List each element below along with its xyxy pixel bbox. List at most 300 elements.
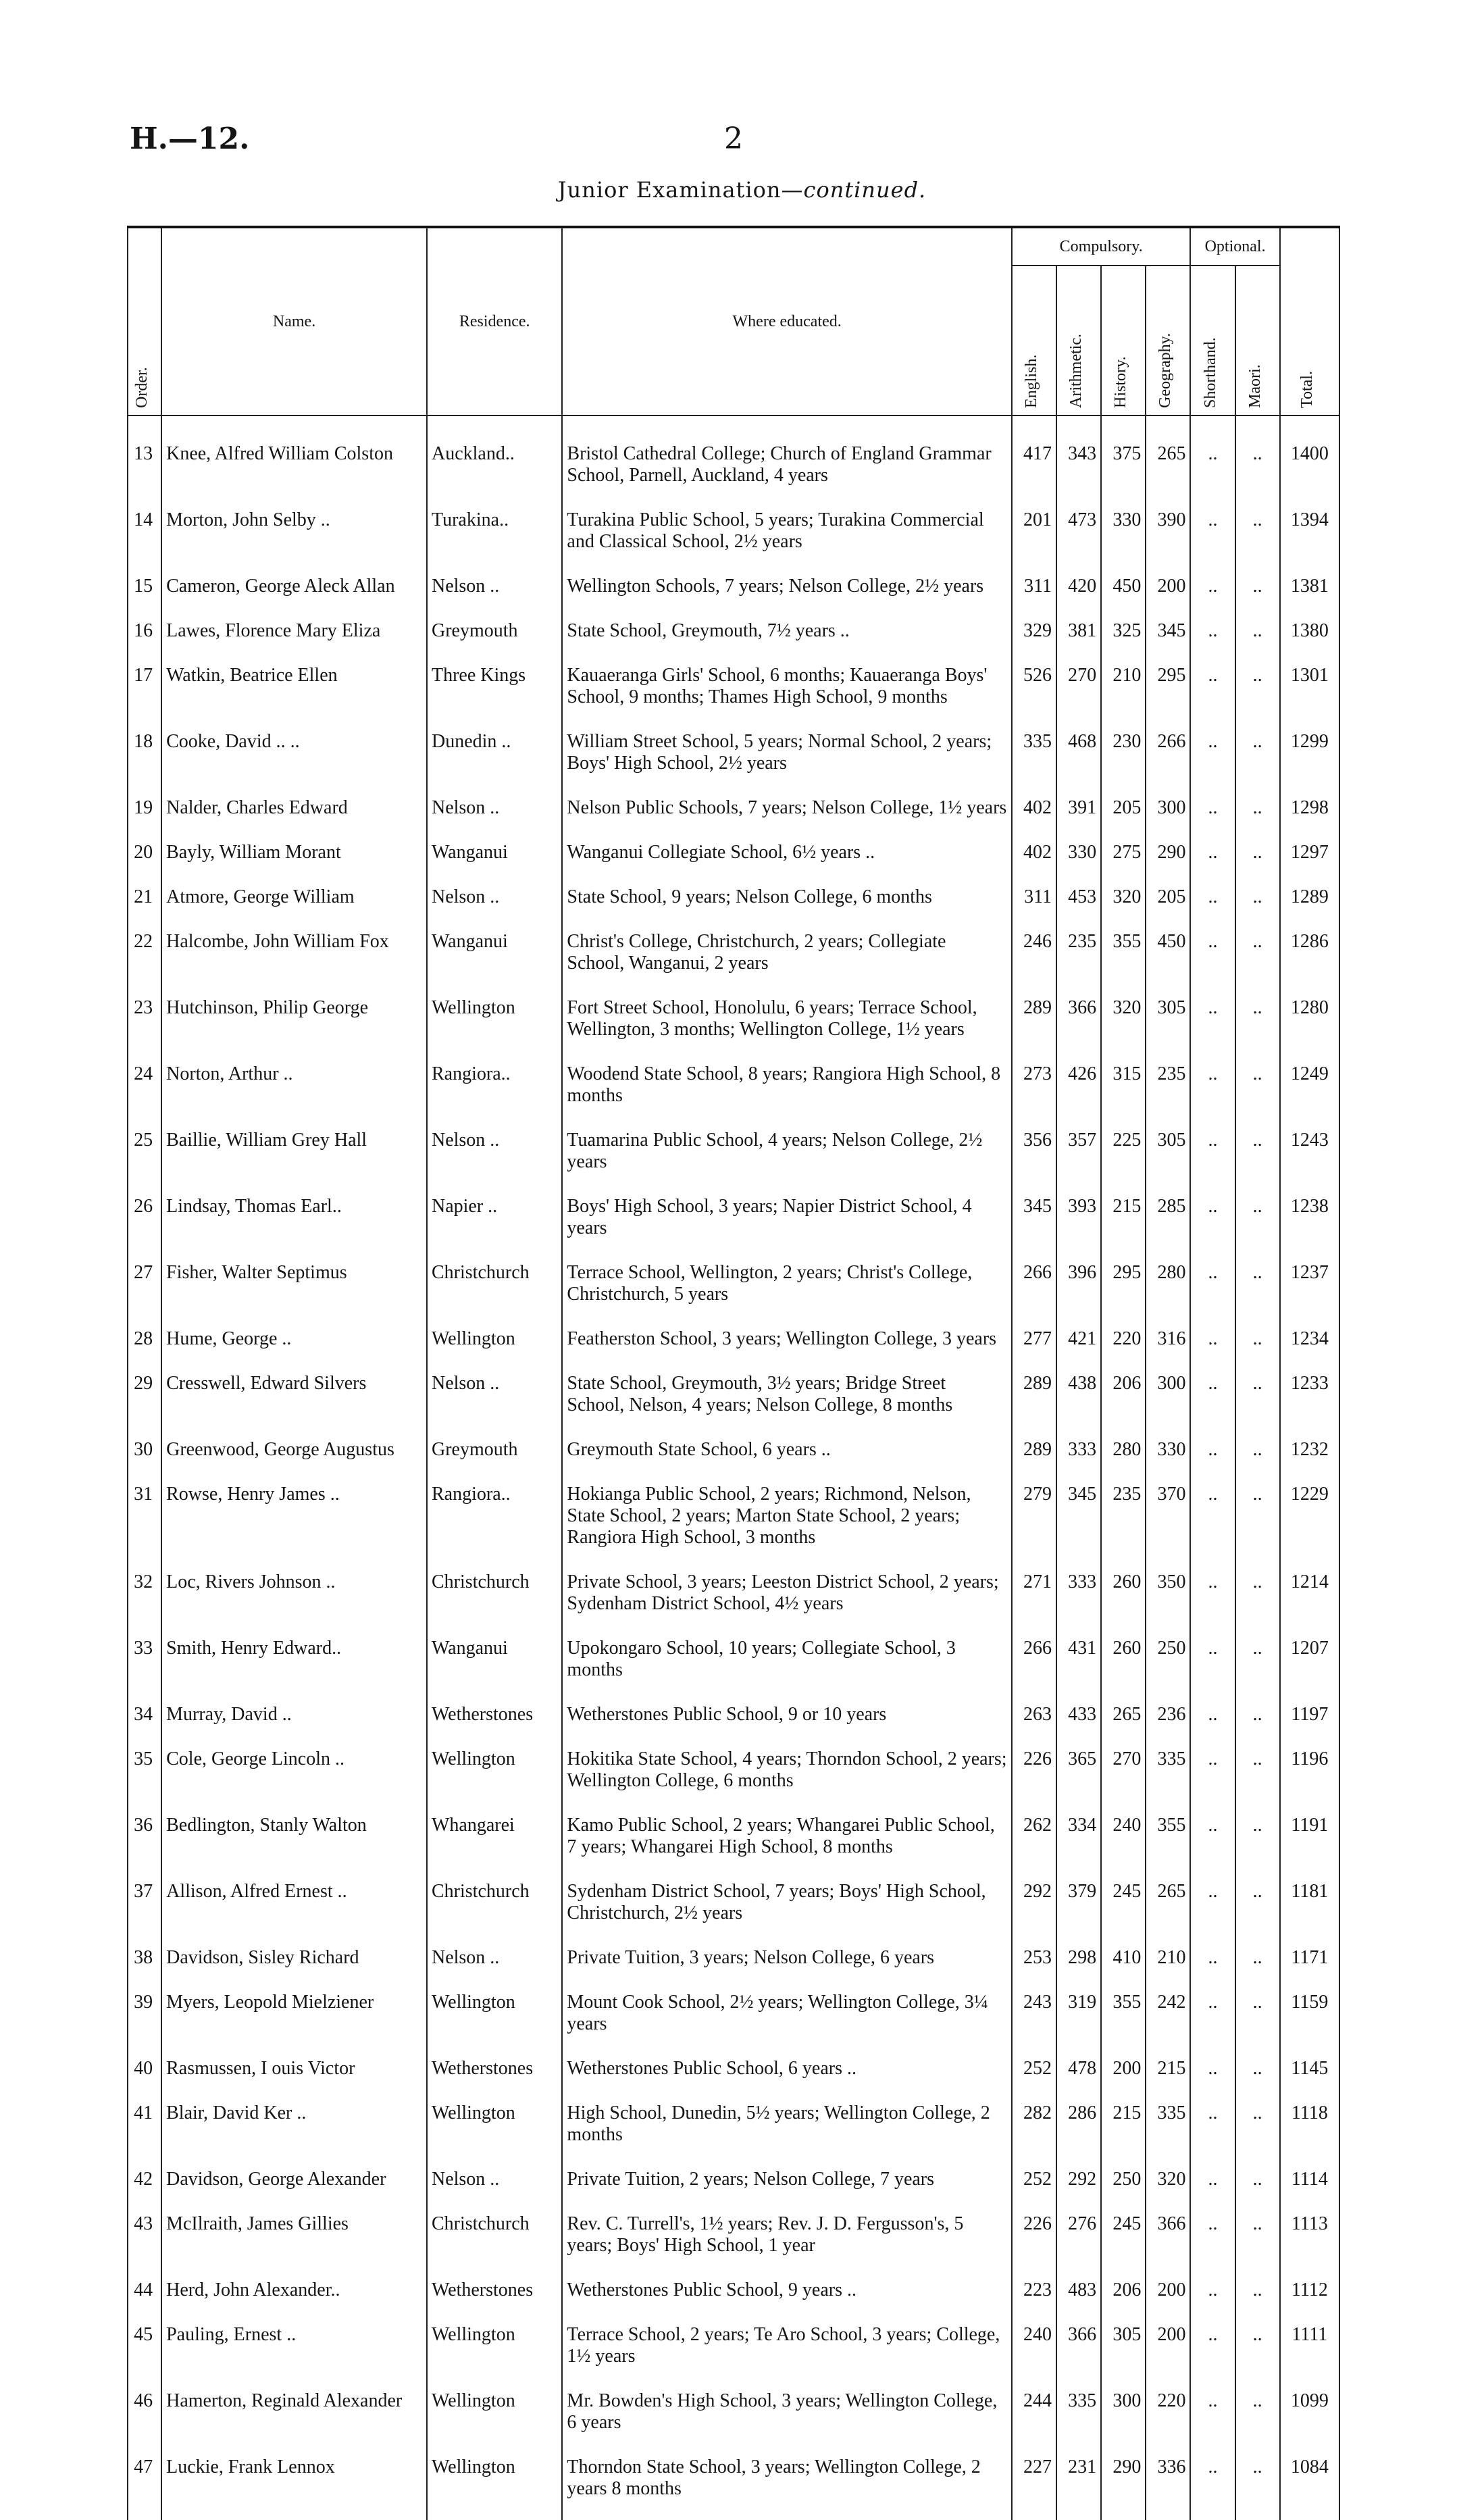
cell-total: 1298 bbox=[1280, 795, 1339, 839]
cell-history: 275 bbox=[1101, 839, 1146, 884]
cell-arithmetic: 333 bbox=[1056, 1436, 1101, 1481]
cell-total: 1297 bbox=[1280, 839, 1339, 884]
cell-residence: Auckland.. bbox=[427, 415, 562, 507]
cell-geography: 370 bbox=[1146, 1481, 1190, 1569]
header-arithmetic: Arithmetic. bbox=[1056, 266, 1101, 415]
cell-order: 27 bbox=[128, 1259, 161, 1326]
cell-where: Mount Cook School, 2½ years; Wellington College, 3¼ years bbox=[562, 1989, 1011, 2055]
table-row bbox=[128, 2454, 1339, 2520]
table-row bbox=[128, 2321, 1339, 2388]
cell-arithmetic: 345 bbox=[1056, 1481, 1101, 1569]
header-history: History. bbox=[1101, 266, 1146, 415]
cell-maori: .. bbox=[1235, 1878, 1280, 1944]
cell-residence: Nelson .. bbox=[427, 795, 562, 839]
cell-residence: Turakina.. bbox=[427, 507, 562, 573]
cell-total: 1207 bbox=[1280, 1635, 1339, 1701]
cell-english: 417 bbox=[1012, 415, 1056, 507]
cell-residence: Wetherstones bbox=[427, 2055, 562, 2100]
cell-shorthand: .. bbox=[1190, 1127, 1235, 1193]
cell-order: 15 bbox=[128, 573, 161, 618]
cell-residence: Wellington bbox=[427, 1746, 562, 1812]
cell-order: 19 bbox=[128, 795, 161, 839]
cell-name: Bedlington, Stanly Walton bbox=[161, 1812, 427, 1878]
cell-maori: .. bbox=[1235, 2321, 1280, 2388]
cell-maori: .. bbox=[1235, 2100, 1280, 2166]
cell-english: 240 bbox=[1012, 2321, 1056, 2388]
cell-shorthand: .. bbox=[1190, 2321, 1235, 2388]
table-row bbox=[128, 618, 1339, 662]
cell-order: 13 bbox=[128, 415, 161, 507]
cell-geography: 265 bbox=[1146, 415, 1190, 507]
cell-maori: .. bbox=[1235, 1326, 1280, 1370]
cell-geography: 242 bbox=[1146, 1989, 1190, 2055]
cell-history: 315 bbox=[1101, 1061, 1146, 1127]
cell-arithmetic: 453 bbox=[1056, 884, 1101, 928]
cell-maori: .. bbox=[1235, 1436, 1280, 1481]
cell-where: Wetherstones Public School, 9 years .. bbox=[562, 2277, 1011, 2321]
cell-english: 402 bbox=[1012, 839, 1056, 884]
header-where-educated: Where educated. bbox=[562, 227, 1011, 415]
cell-arithmetic: 431 bbox=[1056, 1635, 1101, 1701]
cell-history: 245 bbox=[1101, 1878, 1146, 1944]
cell-total: 1229 bbox=[1280, 1481, 1339, 1569]
cell-residence: Three Kings bbox=[427, 662, 562, 728]
cell-history: 290 bbox=[1101, 2454, 1146, 2520]
cell-geography: 336 bbox=[1146, 2454, 1190, 2520]
cell-geography: 300 bbox=[1146, 795, 1190, 839]
cell-name: Norton, Arthur .. bbox=[161, 1061, 427, 1127]
cell-name: Knee, Alfred William Colston bbox=[161, 415, 427, 507]
cell-order: 24 bbox=[128, 1061, 161, 1127]
cell-name: Hamerton, Reginald Alexander bbox=[161, 2388, 427, 2454]
cell-geography: 235 bbox=[1146, 1061, 1190, 1127]
cell-residence: Christchurch bbox=[427, 1569, 562, 1635]
cell-maori: .. bbox=[1235, 1944, 1280, 1989]
cell-shorthand: .. bbox=[1190, 1701, 1235, 1746]
cell-name: Cooke, David .. .. bbox=[161, 728, 427, 795]
cell-history: 200 bbox=[1101, 2055, 1146, 2100]
cell-geography: 305 bbox=[1146, 994, 1190, 1061]
cell-where: Nelson Public Schools, 7 years; Nelson College, 1½ years bbox=[562, 795, 1011, 839]
cell-geography: 265 bbox=[1146, 1878, 1190, 1944]
title-main: Junior Examination— bbox=[557, 177, 804, 203]
cell-name: Fisher, Walter Septimus bbox=[161, 1259, 427, 1326]
cell-total: 1159 bbox=[1280, 1989, 1339, 2055]
cell-name: Bayly, William Morant bbox=[161, 839, 427, 884]
cell-english: 201 bbox=[1012, 507, 1056, 573]
cell-total: 1237 bbox=[1280, 1259, 1339, 1326]
cell-residence: Rangiora.. bbox=[427, 1061, 562, 1127]
header-maori: Maori. bbox=[1235, 266, 1280, 415]
cell-name: Myers, Leopold Mielziener bbox=[161, 1989, 427, 2055]
cell-english: 273 bbox=[1012, 1061, 1056, 1127]
cell-english: 263 bbox=[1012, 1701, 1056, 1746]
cell-total: 1301 bbox=[1280, 662, 1339, 728]
cell-name: Watkin, Beatrice Ellen bbox=[161, 662, 427, 728]
cell-total: 1114 bbox=[1280, 2166, 1339, 2211]
cell-shorthand: .. bbox=[1190, 1812, 1235, 1878]
cell-name: Rowse, Henry James .. bbox=[161, 1481, 427, 1569]
header-shorthand: Shorthand. bbox=[1190, 266, 1235, 415]
cell-name: Atmore, George William bbox=[161, 884, 427, 928]
table-row bbox=[128, 1746, 1339, 1812]
cell-geography: 335 bbox=[1146, 1746, 1190, 1812]
cell-arithmetic: 478 bbox=[1056, 2055, 1101, 2100]
cell-maori: .. bbox=[1235, 2388, 1280, 2454]
cell-order: 29 bbox=[128, 1370, 161, 1436]
cell-english: 277 bbox=[1012, 1326, 1056, 1370]
cell-where: High School, Dunedin, 5½ years; Wellington College, 2 months bbox=[562, 2100, 1011, 2166]
cell-arithmetic: 438 bbox=[1056, 1370, 1101, 1436]
cell-maori: .. bbox=[1235, 928, 1280, 994]
cell-history: 330 bbox=[1101, 507, 1146, 573]
table-row bbox=[128, 415, 1339, 507]
cell-order: 33 bbox=[128, 1635, 161, 1701]
cell-history: 375 bbox=[1101, 415, 1146, 507]
table-row bbox=[128, 2277, 1339, 2321]
cell-maori: .. bbox=[1235, 884, 1280, 928]
cell-arithmetic: 366 bbox=[1056, 2321, 1101, 2388]
cell-geography: 316 bbox=[1146, 1326, 1190, 1370]
cell-english: 266 bbox=[1012, 1635, 1056, 1701]
cell-history: 250 bbox=[1101, 2166, 1146, 2211]
header-geography: Geography. bbox=[1146, 266, 1190, 415]
cell-total: 1234 bbox=[1280, 1326, 1339, 1370]
cell-order: 26 bbox=[128, 1193, 161, 1259]
cell-shorthand: .. bbox=[1190, 2211, 1235, 2277]
cell-total: 1249 bbox=[1280, 1061, 1339, 1127]
cell-arithmetic: 319 bbox=[1056, 1989, 1101, 2055]
cell-order: 39 bbox=[128, 1989, 161, 2055]
cell-residence: Nelson .. bbox=[427, 1944, 562, 1989]
cell-arithmetic: 286 bbox=[1056, 2100, 1101, 2166]
cell-shorthand: .. bbox=[1190, 2388, 1235, 2454]
cell-name: Murray, David .. bbox=[161, 1701, 427, 1746]
cell-total: 1280 bbox=[1280, 994, 1339, 1061]
cell-english: 289 bbox=[1012, 1436, 1056, 1481]
cell-name: Cresswell, Edward Silvers bbox=[161, 1370, 427, 1436]
cell-history: 205 bbox=[1101, 795, 1146, 839]
cell-total: 1286 bbox=[1280, 928, 1339, 994]
cell-order: 25 bbox=[128, 1127, 161, 1193]
table-row bbox=[128, 1701, 1339, 1746]
cell-order: 36 bbox=[128, 1812, 161, 1878]
cell-total: 1289 bbox=[1280, 884, 1339, 928]
table-row bbox=[128, 1436, 1339, 1481]
cell-history: 355 bbox=[1101, 928, 1146, 994]
page-title bbox=[0, 177, 1484, 203]
cell-arithmetic: 335 bbox=[1056, 2388, 1101, 2454]
table-row bbox=[128, 1635, 1339, 1701]
cell-maori: .. bbox=[1235, 662, 1280, 728]
cell-total: 1118 bbox=[1280, 2100, 1339, 2166]
cell-residence: Wanganui bbox=[427, 928, 562, 994]
cell-where: Featherston School, 3 years; Wellington College, 3 years bbox=[562, 1326, 1011, 1370]
cell-order: 41 bbox=[128, 2100, 161, 2166]
cell-order: 34 bbox=[128, 1701, 161, 1746]
cell-where: Boys' High School, 3 years; Napier District School, 4 years bbox=[562, 1193, 1011, 1259]
cell-maori: .. bbox=[1235, 1127, 1280, 1193]
cell-order: 18 bbox=[128, 728, 161, 795]
cell-where: Turakina Public School, 5 years; Turakina Commercial and Classical School, 2½ years bbox=[562, 507, 1011, 573]
cell-order: 46 bbox=[128, 2388, 161, 2454]
cell-where: Wetherstones Public School, 6 years .. bbox=[562, 2055, 1011, 2100]
cell-where: Terrace School, 2 years; Te Aro School, 3 years; College, 1½ years bbox=[562, 2321, 1011, 2388]
cell-where: Upokongaro School, 10 years; Collegiate School, 3 months bbox=[562, 1635, 1011, 1701]
cell-residence: Greymouth bbox=[427, 1436, 562, 1481]
cell-where: Tuamarina Public School, 4 years; Nelson College, 2½ years bbox=[562, 1127, 1011, 1193]
cell-geography: 285 bbox=[1146, 1193, 1190, 1259]
cell-residence: Nelson .. bbox=[427, 884, 562, 928]
cell-where: Christ's College, Christchurch, 2 years; Collegiate School, Wanganui, 2 years bbox=[562, 928, 1011, 994]
table-row bbox=[128, 1989, 1339, 2055]
cell-english: 227 bbox=[1012, 2454, 1056, 2520]
header-english: English. bbox=[1012, 266, 1056, 415]
cell-where: State School, Greymouth, 3½ years; Bridge Street School, Nelson, 4 years; Nelson College, 8 months bbox=[562, 1370, 1011, 1436]
table-row bbox=[128, 1259, 1339, 1326]
cell-maori: .. bbox=[1235, 839, 1280, 884]
cell-arithmetic: 483 bbox=[1056, 2277, 1101, 2321]
cell-order: 20 bbox=[128, 839, 161, 884]
cell-english: 402 bbox=[1012, 795, 1056, 839]
table-row bbox=[128, 1326, 1339, 1370]
cell-english: 226 bbox=[1012, 1746, 1056, 1812]
cell-english: 253 bbox=[1012, 1944, 1056, 1989]
cell-maori: .. bbox=[1235, 1701, 1280, 1746]
cell-english: 292 bbox=[1012, 1878, 1056, 1944]
cell-geography: 300 bbox=[1146, 1370, 1190, 1436]
cell-arithmetic: 433 bbox=[1056, 1701, 1101, 1746]
cell-geography: 290 bbox=[1146, 839, 1190, 884]
cell-order: 44 bbox=[128, 2277, 161, 2321]
cell-where: Woodend State School, 8 years; Rangiora High School, 8 months bbox=[562, 1061, 1011, 1127]
cell-geography: 236 bbox=[1146, 1701, 1190, 1746]
title-continued: continued. bbox=[803, 177, 927, 203]
cell-total: 1145 bbox=[1280, 2055, 1339, 2100]
cell-maori: .. bbox=[1235, 1569, 1280, 1635]
cell-geography: 210 bbox=[1146, 1944, 1190, 1989]
cell-where: Wanganui Collegiate School, 6½ years .. bbox=[562, 839, 1011, 884]
cell-where: Greymouth State School, 6 years .. bbox=[562, 1436, 1011, 1481]
cell-shorthand: .. bbox=[1190, 2277, 1235, 2321]
cell-shorthand: .. bbox=[1190, 1635, 1235, 1701]
cell-maori: .. bbox=[1235, 2454, 1280, 2520]
cell-total: 1111 bbox=[1280, 2321, 1339, 2388]
cell-geography: 390 bbox=[1146, 507, 1190, 573]
cell-where: Private School, 3 years; Leeston District School, 2 years; Sydenham District School, 4½ years bbox=[562, 1569, 1011, 1635]
table-row bbox=[128, 1481, 1339, 1569]
cell-name: Cole, George Lincoln .. bbox=[161, 1746, 427, 1812]
table-row bbox=[128, 662, 1339, 728]
table-row bbox=[128, 795, 1339, 839]
cell-name: Halcombe, John William Fox bbox=[161, 928, 427, 994]
cell-order: 37 bbox=[128, 1878, 161, 1944]
cell-arithmetic: 468 bbox=[1056, 728, 1101, 795]
cell-arithmetic: 396 bbox=[1056, 1259, 1101, 1326]
cell-maori: .. bbox=[1235, 2211, 1280, 2277]
cell-history: 280 bbox=[1101, 1436, 1146, 1481]
table-row bbox=[128, 884, 1339, 928]
cell-total: 1084 bbox=[1280, 2454, 1339, 2520]
cell-geography: 450 bbox=[1146, 928, 1190, 994]
cell-geography: 350 bbox=[1146, 1569, 1190, 1635]
cell-total: 1113 bbox=[1280, 2211, 1339, 2277]
cell-history: 325 bbox=[1101, 618, 1146, 662]
cell-english: 223 bbox=[1012, 2277, 1056, 2321]
cell-total: 1400 bbox=[1280, 415, 1339, 507]
cell-history: 206 bbox=[1101, 1370, 1146, 1436]
cell-shorthand: .. bbox=[1190, 1569, 1235, 1635]
cell-name: Luckie, Frank Lennox bbox=[161, 2454, 427, 2520]
cell-history: 230 bbox=[1101, 728, 1146, 795]
cell-total: 1381 bbox=[1280, 573, 1339, 618]
cell-name: Rasmussen, I ouis Victor bbox=[161, 2055, 427, 2100]
page-number: 2 bbox=[724, 122, 743, 156]
cell-shorthand: .. bbox=[1190, 1259, 1235, 1326]
cell-english: 311 bbox=[1012, 573, 1056, 618]
cell-total: 1112 bbox=[1280, 2277, 1339, 2321]
cell-total: 1197 bbox=[1280, 1701, 1339, 1746]
cell-name: Davidson, George Alexander bbox=[161, 2166, 427, 2211]
cell-maori: .. bbox=[1235, 728, 1280, 795]
cell-shorthand: .. bbox=[1190, 1370, 1235, 1436]
cell-residence: Wanganui bbox=[427, 839, 562, 884]
cell-shorthand: .. bbox=[1190, 2055, 1235, 2100]
cell-name: Hume, George .. bbox=[161, 1326, 427, 1370]
cell-maori: .. bbox=[1235, 795, 1280, 839]
cell-residence: Dunedin .. bbox=[427, 728, 562, 795]
cell-english: 244 bbox=[1012, 2388, 1056, 2454]
cell-arithmetic: 343 bbox=[1056, 415, 1101, 507]
cell-shorthand: .. bbox=[1190, 2100, 1235, 2166]
cell-order: 16 bbox=[128, 618, 161, 662]
cell-english: 526 bbox=[1012, 662, 1056, 728]
cell-total: 1232 bbox=[1280, 1436, 1339, 1481]
cell-english: 279 bbox=[1012, 1481, 1056, 1569]
cell-total: 1233 bbox=[1280, 1370, 1339, 1436]
cell-order: 40 bbox=[128, 2055, 161, 2100]
cell-order: 42 bbox=[128, 2166, 161, 2211]
cell-shorthand: .. bbox=[1190, 728, 1235, 795]
cell-residence: Nelson .. bbox=[427, 2166, 562, 2211]
cell-residence: Wellington bbox=[427, 2321, 562, 2388]
cell-history: 215 bbox=[1101, 2100, 1146, 2166]
cell-name: Smith, Henry Edward.. bbox=[161, 1635, 427, 1701]
table-row bbox=[128, 2100, 1339, 2166]
header-order: Order. bbox=[128, 227, 161, 415]
cell-residence: Whangarei bbox=[427, 1812, 562, 1878]
results-table bbox=[127, 226, 1340, 2520]
cell-total: 1171 bbox=[1280, 1944, 1339, 1989]
cell-name: Baillie, William Grey Hall bbox=[161, 1127, 427, 1193]
cell-residence: Wellington bbox=[427, 2388, 562, 2454]
table-row bbox=[128, 2388, 1339, 2454]
table-row bbox=[128, 928, 1339, 994]
table-row bbox=[128, 728, 1339, 795]
cell-maori: .. bbox=[1235, 618, 1280, 662]
cell-shorthand: .. bbox=[1190, 839, 1235, 884]
cell-total: 1196 bbox=[1280, 1746, 1339, 1812]
cell-residence: Wellington bbox=[427, 994, 562, 1061]
cell-shorthand: .. bbox=[1190, 1989, 1235, 2055]
cell-arithmetic: 330 bbox=[1056, 839, 1101, 884]
cell-english: 329 bbox=[1012, 618, 1056, 662]
cell-arithmetic: 391 bbox=[1056, 795, 1101, 839]
cell-shorthand: .. bbox=[1190, 1061, 1235, 1127]
cell-arithmetic: 366 bbox=[1056, 994, 1101, 1061]
cell-shorthand: .. bbox=[1190, 1193, 1235, 1259]
cell-geography: 215 bbox=[1146, 2055, 1190, 2100]
cell-name: Morton, John Selby .. bbox=[161, 507, 427, 573]
cell-shorthand: .. bbox=[1190, 2454, 1235, 2520]
cell-arithmetic: 231 bbox=[1056, 2454, 1101, 2520]
cell-where: Sydenham District School, 7 years; Boys' High School, Christchurch, 2½ years bbox=[562, 1878, 1011, 1944]
cell-name: Nalder, Charles Edward bbox=[161, 795, 427, 839]
cell-order: 22 bbox=[128, 928, 161, 994]
cell-history: 260 bbox=[1101, 1569, 1146, 1635]
cell-residence: Christchurch bbox=[427, 1259, 562, 1326]
cell-order: 31 bbox=[128, 1481, 161, 1569]
header-compulsory: Compulsory. bbox=[1012, 227, 1191, 266]
cell-residence: Wanganui bbox=[427, 1635, 562, 1701]
cell-total: 1380 bbox=[1280, 618, 1339, 662]
cell-arithmetic: 393 bbox=[1056, 1193, 1101, 1259]
cell-geography: 266 bbox=[1146, 728, 1190, 795]
cell-shorthand: .. bbox=[1190, 928, 1235, 994]
cell-history: 240 bbox=[1101, 1812, 1146, 1878]
cell-english: 282 bbox=[1012, 2100, 1056, 2166]
cell-shorthand: .. bbox=[1190, 507, 1235, 573]
cell-where: Fort Street School, Honolulu, 6 years; Terrace School, Wellington, 3 months; Wellington College, 1½ years bbox=[562, 994, 1011, 1061]
cell-english: 289 bbox=[1012, 994, 1056, 1061]
cell-order: 17 bbox=[128, 662, 161, 728]
cell-history: 215 bbox=[1101, 1193, 1146, 1259]
cell-where: Wellington Schools, 7 years; Nelson College, 2½ years bbox=[562, 573, 1011, 618]
cell-total: 1191 bbox=[1280, 1812, 1339, 1878]
table-row bbox=[128, 994, 1339, 1061]
cell-total: 1099 bbox=[1280, 2388, 1339, 2454]
cell-english: 262 bbox=[1012, 1812, 1056, 1878]
cell-order: 38 bbox=[128, 1944, 161, 1989]
cell-geography: 220 bbox=[1146, 2388, 1190, 2454]
cell-where: Mr. Bowden's High School, 3 years; Wellington College, 6 years bbox=[562, 2388, 1011, 2454]
cell-name: Davidson, Sisley Richard bbox=[161, 1944, 427, 1989]
table-row bbox=[128, 1127, 1339, 1193]
cell-arithmetic: 473 bbox=[1056, 507, 1101, 573]
cell-shorthand: .. bbox=[1190, 573, 1235, 618]
cell-order: 21 bbox=[128, 884, 161, 928]
cell-total: 1238 bbox=[1280, 1193, 1339, 1259]
cell-residence: Nelson .. bbox=[427, 573, 562, 618]
cell-residence: Wellington bbox=[427, 1326, 562, 1370]
cell-history: 220 bbox=[1101, 1326, 1146, 1370]
table-row bbox=[128, 2211, 1339, 2277]
cell-geography: 335 bbox=[1146, 2100, 1190, 2166]
cell-maori: .. bbox=[1235, 2277, 1280, 2321]
cell-maori: .. bbox=[1235, 573, 1280, 618]
cell-shorthand: .. bbox=[1190, 1878, 1235, 1944]
cell-where: Kamo Public School, 2 years; Whangarei Public School, 7 years; Whangarei High School, 8 months bbox=[562, 1812, 1011, 1878]
cell-shorthand: .. bbox=[1190, 884, 1235, 928]
cell-geography: 200 bbox=[1146, 573, 1190, 618]
header-name: Name. bbox=[161, 227, 427, 415]
cell-name: Loc, Rivers Johnson .. bbox=[161, 1569, 427, 1635]
cell-name: Hutchinson, Philip George bbox=[161, 994, 427, 1061]
cell-english: 345 bbox=[1012, 1193, 1056, 1259]
cell-name: Allison, Alfred Ernest .. bbox=[161, 1878, 427, 1944]
cell-shorthand: .. bbox=[1190, 1436, 1235, 1481]
cell-residence: Wetherstones bbox=[427, 1701, 562, 1746]
